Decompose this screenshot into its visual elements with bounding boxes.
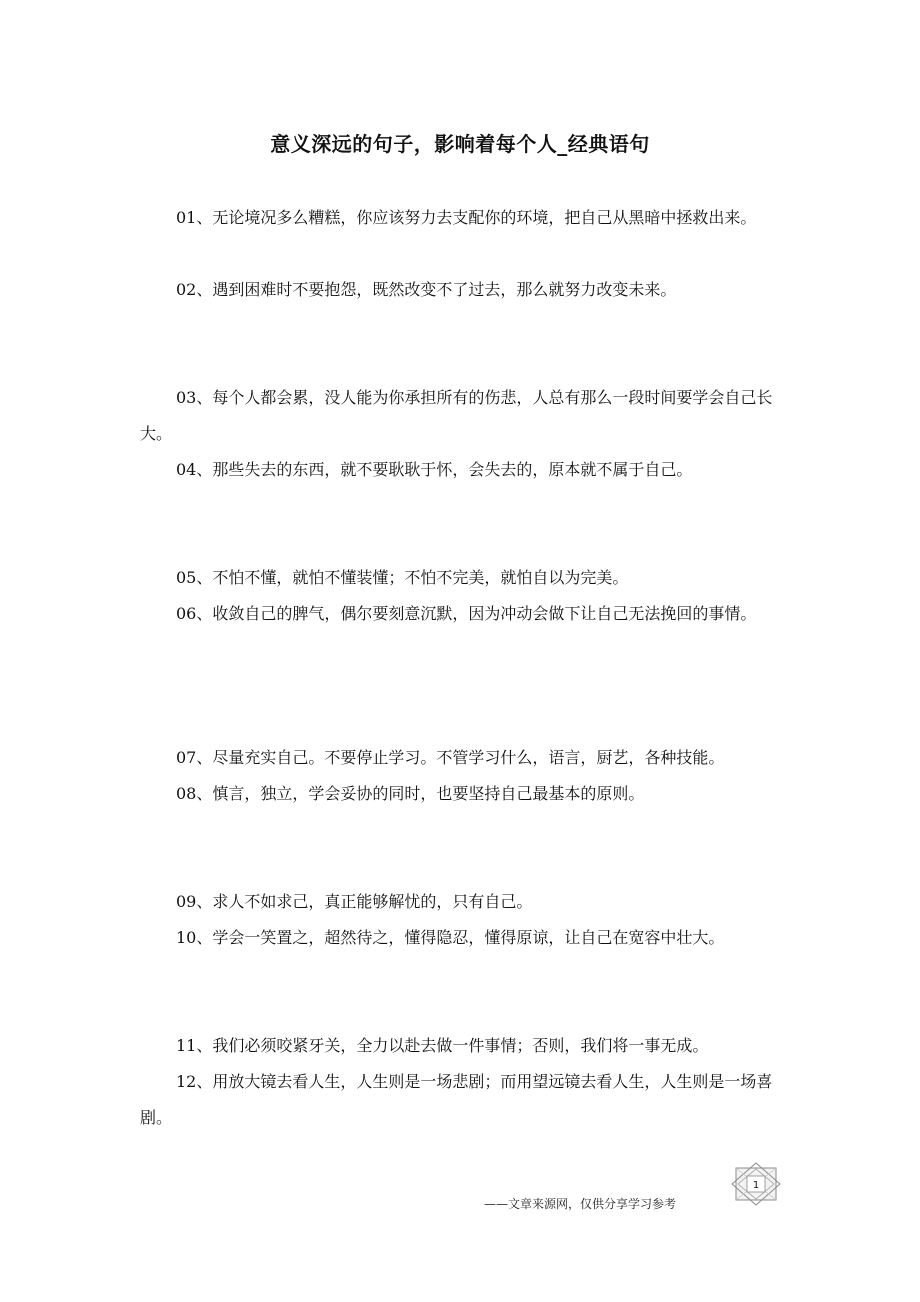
page-number: 1 (752, 1180, 760, 1191)
paragraph-02: 02、遇到困难时不要抱怨，既然改变不了过去，那么就努力改变未来。 (176, 280, 677, 299)
paragraph-06: 06、收敛自己的脾气，偶尔要刻意沉默，因为冲动会做下让自己无法挽回的事情。 (176, 604, 757, 623)
paragraph-03: 03、每个人都会累，没人能为你承担所有的伤悲，人总有那么一段时间要学会自己长大。 (140, 388, 773, 443)
paragraph-07: 07、尽量充实自己。不要停止学习。不管学习什么，语言，厨艺，各种技能。 (176, 748, 725, 767)
paragraph-09: 09、求人不如求己，真正能够解忧的，只有自己。 (176, 892, 533, 911)
document-title: 意义深远的句子，影响着每个人_经典语句 (270, 132, 650, 156)
paragraph-05: 05、不怕不懂，就怕不懂装懂；不怕不完美，就怕自以为完美。 (176, 568, 629, 587)
paragraph-10: 10、学会一笑置之，超然待之，懂得隐忍，懂得原谅，让自己在宽容中壮大。 (176, 928, 725, 947)
paragraph-12: 12、用放大镜去看人生，人生则是一场悲剧；而用望远镜去看人生，人生则是一场喜剧。 (140, 1072, 773, 1127)
paragraph-04: 04、那些失去的东西，就不要耿耿于怀，会失去的，原本就不属于自己。 (176, 460, 693, 479)
paragraph-08: 08、慎言，独立，学会妥协的同时，也要坚持自己最基本的原则。 (176, 784, 645, 803)
paragraph-01: 01、无论境况多么糟糕，你应该努力去支配你的环境，把自己从黑暗中拯救出来。 (176, 208, 757, 227)
footer-source-text: ——文章来源网，仅供分享学习参考 (484, 1197, 677, 1211)
paragraph-11: 11、我们必须咬紧牙关，全力以赴去做一件事情；否则，我们将一事无成。 (176, 1036, 709, 1055)
